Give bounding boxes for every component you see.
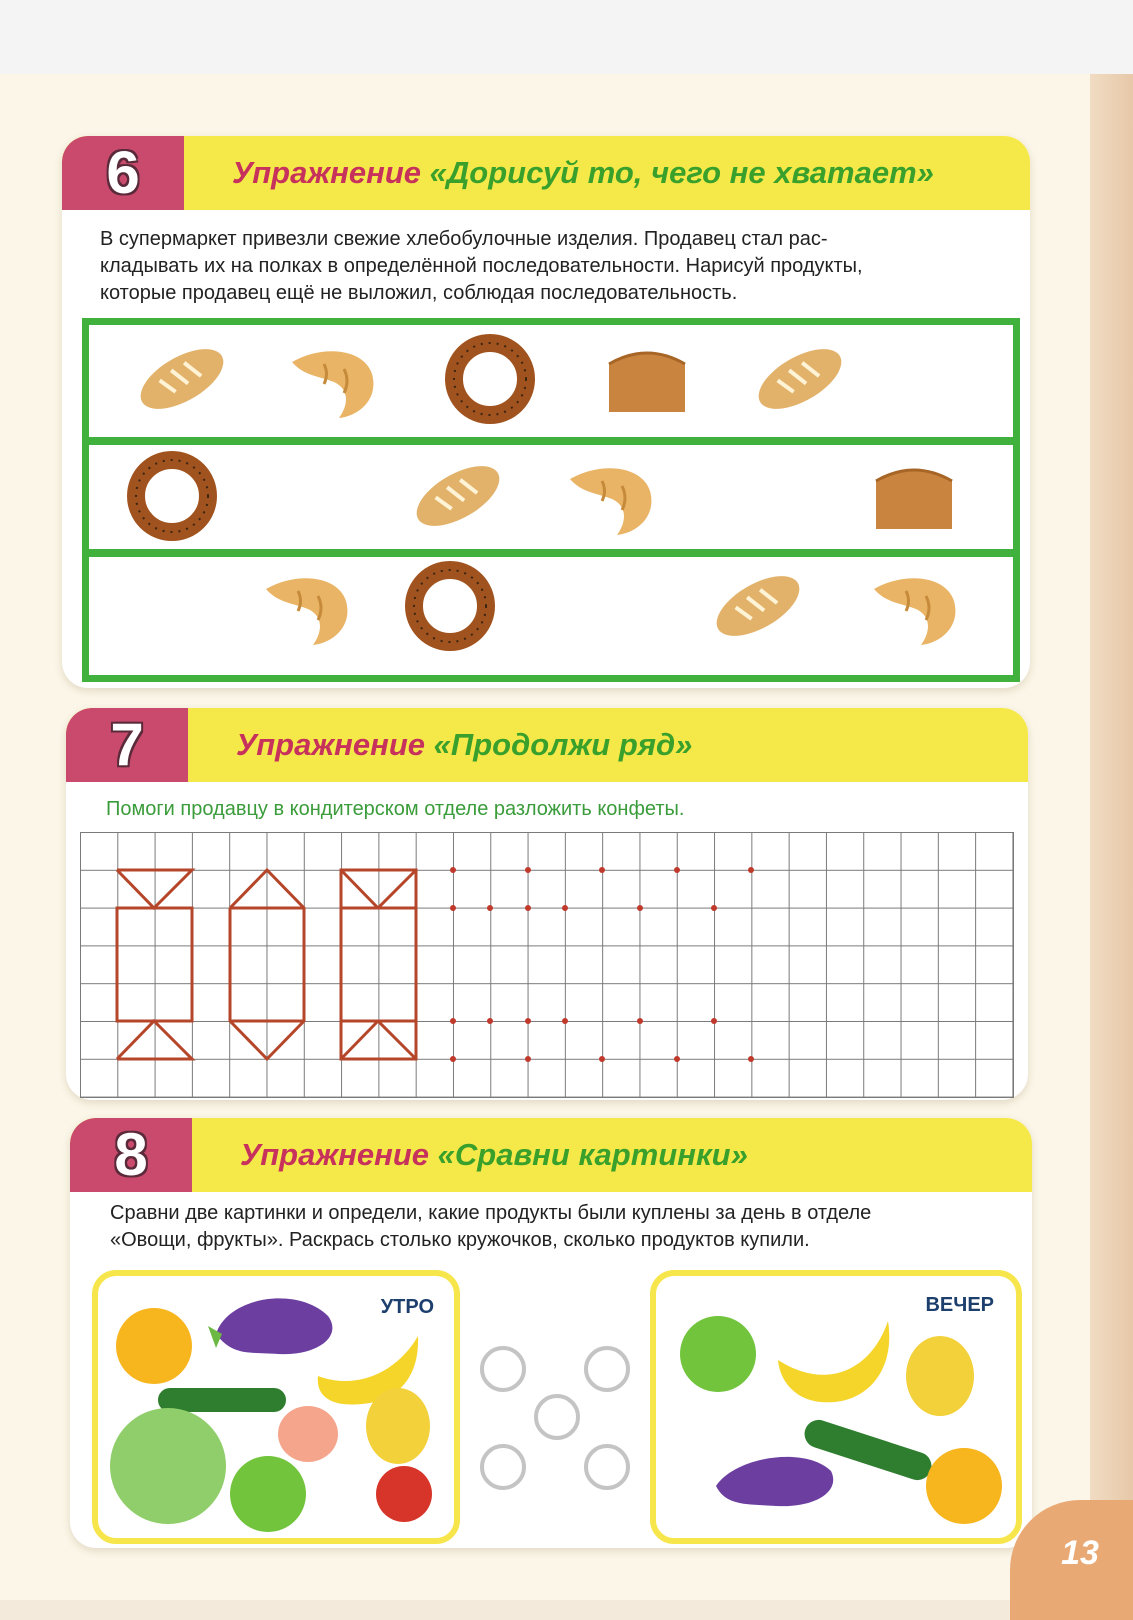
exercise-title — [236, 708, 692, 782]
guide-dot — [599, 867, 605, 873]
evening-label: ВЕЧЕР — [925, 1294, 994, 1316]
answer-circle[interactable] — [480, 1444, 526, 1490]
loaf-icon — [750, 334, 850, 424]
guide-dot — [674, 1056, 680, 1062]
exercise-title-name: «Продолжи ряд» — [433, 727, 693, 762]
exercise-title-prefix: Упражнение — [236, 727, 426, 762]
guide-dot — [487, 905, 493, 911]
eggplant-icon — [216, 1298, 332, 1354]
guide-dot — [525, 905, 531, 911]
page-number: 13 — [1061, 1534, 1099, 1572]
instruction-line: В супермаркет привезли свежие хлебобулочные изделия. Продавец стал рас- — [100, 228, 828, 250]
instruction-line: «Овощи, фрукты». Раскрась столько кружочков, сколько продуктов купили. — [110, 1229, 810, 1251]
candy-shape — [230, 870, 304, 1059]
guide-dot — [674, 867, 680, 873]
bread-brick-icon — [864, 451, 964, 541]
guide-dot — [450, 905, 456, 911]
apple-icon — [680, 1316, 756, 1392]
answer-circle[interactable] — [480, 1346, 526, 1392]
croissant-icon — [866, 561, 966, 651]
loaf-icon — [408, 451, 508, 541]
exercise-7-instruction: Помоги продавцу в кондитерском отделе разложить конфеты. — [106, 798, 685, 820]
exercise-title-prefix: Упражнение — [240, 1137, 430, 1172]
peach-icon — [278, 1406, 338, 1462]
guide-dot — [562, 905, 568, 911]
pear-icon — [366, 1388, 430, 1464]
guide-dot — [525, 1056, 531, 1062]
bagel-icon — [400, 561, 500, 651]
exercise-7-panel — [66, 708, 1028, 1100]
shelf-divider — [89, 437, 1013, 445]
instruction-line: Сравни две картинки и определи, какие продукты были куплены за день в отделе — [110, 1202, 872, 1224]
cabbage-icon — [110, 1408, 226, 1524]
bagel-icon — [440, 334, 540, 424]
cucumber-icon — [158, 1388, 286, 1412]
guide-dot — [637, 905, 643, 911]
instruction-line: которые продавец ещё не выложил, соблюдая последовательность. — [100, 282, 738, 304]
instruction-line: кладывать их на полках в определённой последовательности. Нарисуй продукты, — [100, 255, 863, 277]
bagel-icon — [122, 451, 222, 541]
exercise-8-header — [70, 1118, 1032, 1192]
orange-icon — [116, 1308, 192, 1384]
pear-icon — [906, 1336, 974, 1416]
guide-dot — [450, 1018, 456, 1024]
candy-shape — [341, 870, 416, 1059]
exercise-title-prefix: Упражнение — [232, 155, 422, 190]
answer-circle[interactable] — [584, 1346, 630, 1392]
exercise-6-panel — [62, 136, 1030, 688]
guide-dot — [637, 1018, 643, 1024]
guide-dot — [450, 867, 456, 873]
exercise-6-header — [62, 136, 1030, 210]
guide-dot — [711, 905, 717, 911]
candy-shape — [117, 870, 192, 1059]
page-spine — [1090, 74, 1133, 1600]
candy-drawings — [80, 832, 1013, 1097]
exercise-8-panel — [70, 1118, 1032, 1548]
answer-circle[interactable] — [534, 1394, 580, 1440]
bread-brick-icon — [597, 334, 697, 424]
exercise-title — [232, 136, 934, 210]
evening-produce — [656, 1276, 1016, 1538]
scan-top-strip — [0, 0, 1133, 78]
evening-picture — [650, 1270, 1022, 1544]
morning-picture — [92, 1270, 460, 1544]
loaf-icon — [132, 334, 232, 424]
exercise-number: 7 — [66, 708, 188, 782]
guide-dot — [525, 1018, 531, 1024]
morning-produce — [98, 1276, 454, 1538]
croissant-icon — [562, 451, 662, 541]
eggplant-icon — [716, 1457, 833, 1506]
guide-dot — [525, 867, 531, 873]
exercise-7-header — [66, 708, 1028, 782]
orange-icon — [926, 1448, 1002, 1524]
exercise-number: 6 — [62, 136, 184, 210]
exercise-title — [240, 1118, 748, 1192]
exercise-number: 8 — [70, 1118, 192, 1192]
banana-icon — [778, 1321, 889, 1402]
croissant-icon — [258, 561, 358, 651]
tomato-icon — [376, 1466, 432, 1522]
guide-dot — [562, 1018, 568, 1024]
morning-label: УТРО — [380, 1296, 434, 1318]
candy-grid[interactable] — [80, 832, 1014, 1098]
exercise-title-name: «Дорисуй то, чего не хватает» — [429, 155, 934, 190]
guide-dot — [599, 1056, 605, 1062]
loaf-icon — [708, 561, 808, 651]
apple-icon — [230, 1456, 306, 1532]
exercise-6-instruction — [100, 226, 1010, 307]
answer-circle[interactable] — [584, 1444, 630, 1490]
exercise-8-instruction — [110, 1200, 1020, 1254]
shelf-divider — [89, 549, 1013, 557]
croissant-icon — [284, 334, 384, 424]
guide-dot — [450, 1056, 456, 1062]
exercise-title-name: «Сравни картинки» — [437, 1137, 748, 1172]
